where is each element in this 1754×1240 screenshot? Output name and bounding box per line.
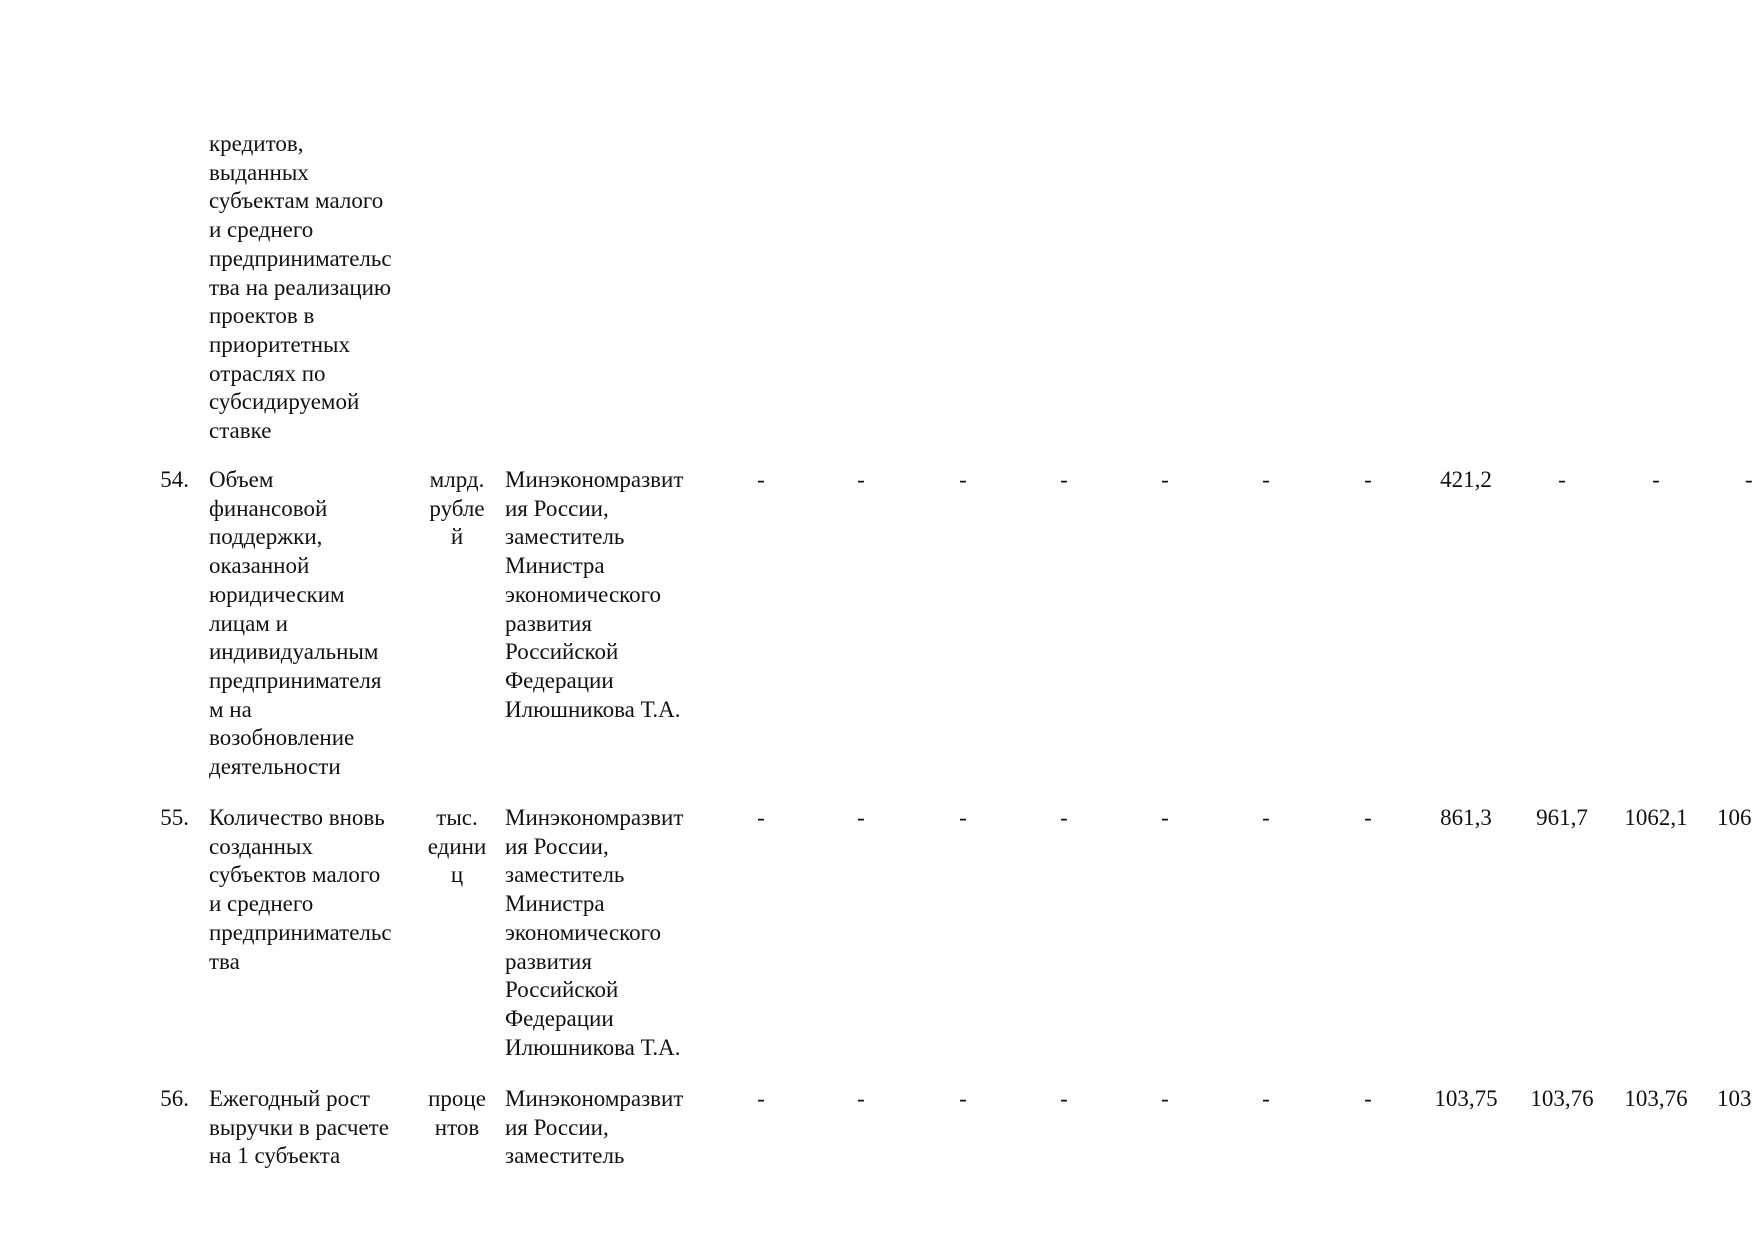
unit-of-measure: млрд. рубле й [429, 467, 485, 550]
value-cell: - [1060, 467, 1068, 492]
value-cell: 1062,1 [1624, 805, 1688, 830]
value-cell: 861,3 [1440, 805, 1492, 830]
value-cell: - [1262, 1086, 1270, 1111]
value-cell: - [857, 467, 865, 492]
continued-indicator-name: кредитов, выданных субъектам малого и среднего предпринимательс тва на реализацию проектов в приоритетных отраслях по субсидируемой ставке [209, 131, 392, 444]
value-cell: 421,2 [1440, 467, 1492, 492]
value-cell: - [857, 1086, 865, 1111]
value-cell: - [1652, 467, 1660, 492]
unit-of-measure: проце нтов [428, 1086, 486, 1140]
value-cell: - [1161, 805, 1169, 830]
value-cell: - [1161, 467, 1169, 492]
value-cell: - [959, 1086, 967, 1111]
row-number: 55. [160, 805, 189, 830]
value-cell: - [1558, 467, 1566, 492]
value-cell: - [1161, 1086, 1169, 1111]
unit-of-measure: тыс. едини ц [427, 805, 487, 888]
value-cell: - [1262, 467, 1270, 492]
value-cell: - [1364, 1086, 1372, 1111]
value-cell: 961,7 [1536, 805, 1588, 830]
value-cell: - [1364, 467, 1372, 492]
value-cell: - [959, 467, 967, 492]
value-cell: - [857, 805, 865, 830]
responsible-party: Минэкономразвит ия России, заместитель Министра экономического развития Российской Федерации Илюшникова Т.А. [505, 467, 684, 722]
value-cell: - [757, 1086, 765, 1111]
row-number: 56. [160, 1086, 189, 1111]
value-cell: 103 [1717, 1086, 1752, 1111]
responsible-party: Минэкономразвит ия России, заместитель Министра экономического развития Российской Федерации Илюшникова Т.А. [505, 805, 684, 1060]
value-cell: 106 [1717, 805, 1752, 830]
value-cell: - [1745, 467, 1753, 492]
value-cell: - [757, 805, 765, 830]
indicator-name: Количество вновь созданных субъектов малого и среднего предпринимательс тва [209, 805, 392, 974]
row-number: 54. [160, 467, 189, 492]
value-cell: - [1060, 1086, 1068, 1111]
value-cell: - [1262, 805, 1270, 830]
responsible-party: Минэкономразвит ия России, заместитель [505, 1086, 684, 1169]
value-cell: - [1060, 805, 1068, 830]
value-cell: 103,75 [1434, 1086, 1498, 1111]
indicator-name: Ежегодный рост выручки в расчете на 1 субъекта [209, 1086, 389, 1169]
value-cell: 103,76 [1530, 1086, 1594, 1111]
value-cell: 103,76 [1624, 1086, 1688, 1111]
value-cell: - [757, 467, 765, 492]
value-cell: - [1364, 805, 1372, 830]
indicator-name: Объем финансовой поддержки, оказанной юридическим лицам и индивидуальным предпринимателя м на возобновление деятельности [209, 467, 382, 780]
value-cell: - [959, 805, 967, 830]
